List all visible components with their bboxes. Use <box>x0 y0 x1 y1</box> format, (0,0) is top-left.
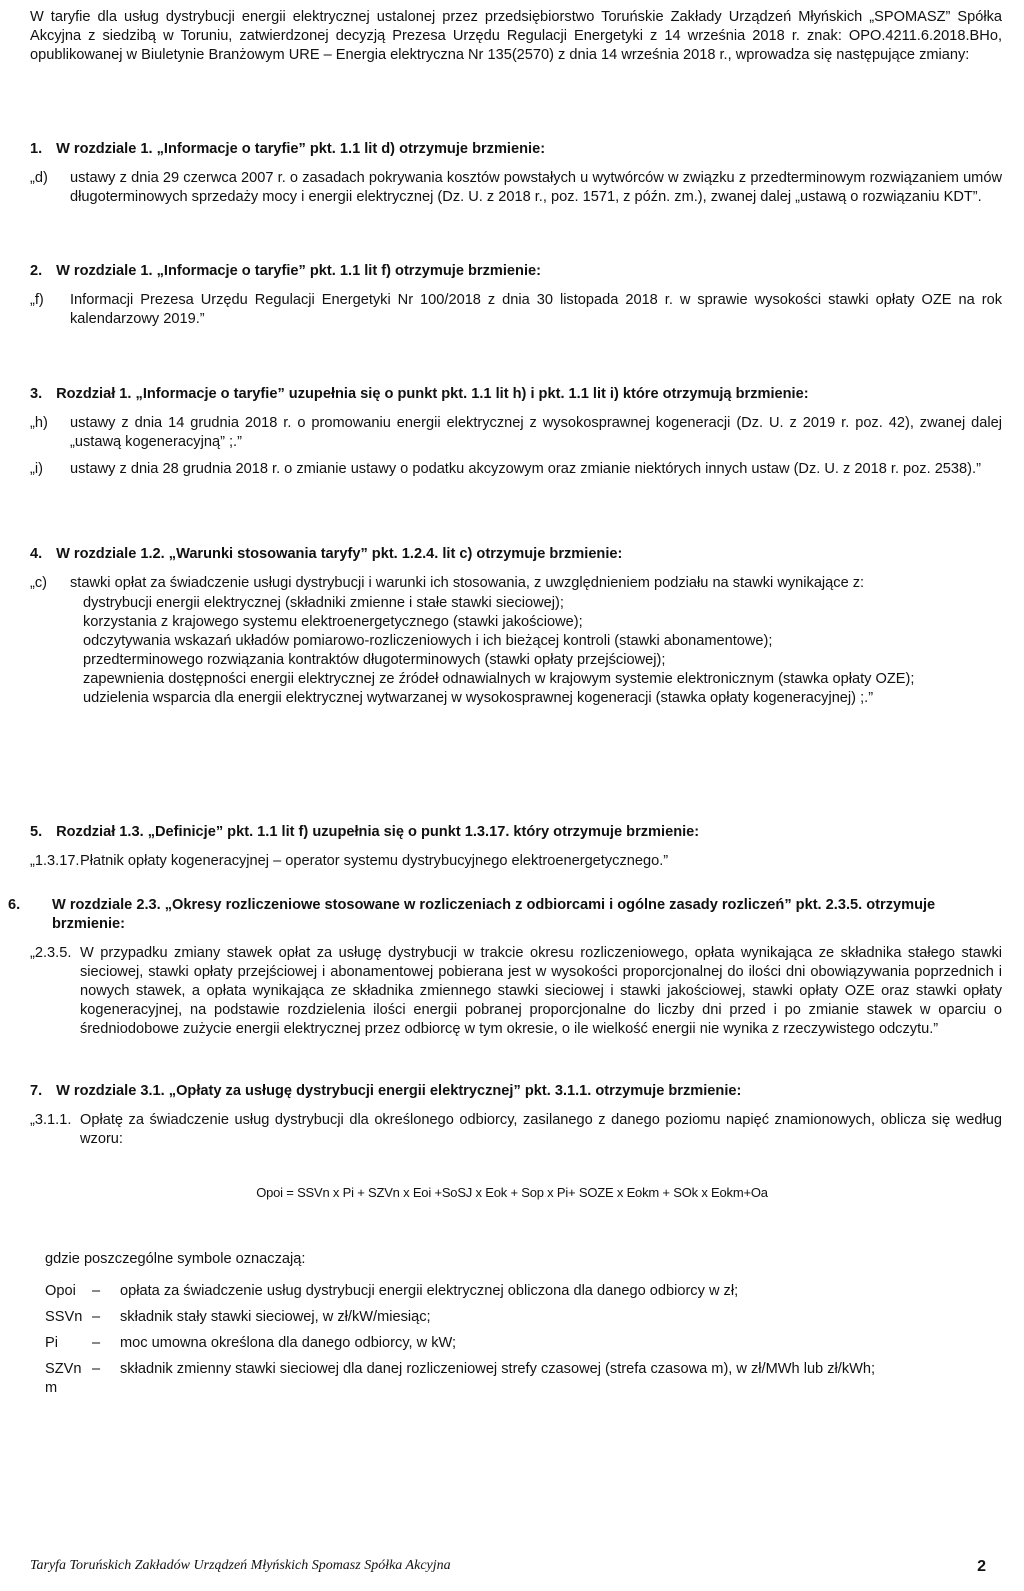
definition-desc: składnik zmienny stawki sieciowej dla danej rozliczeniowej strefy czasowej (strefa czasowa m), w zł/MWh lub zł/kWh; <box>120 1361 876 1377</box>
definition-symbol: SZVn m <box>45 1361 82 1396</box>
definition-dash: – <box>92 1309 101 1325</box>
item-6-heading: 6. W rozdziale 2.3. „Okresy rozliczeniowe stosowane w rozliczeniach z odbiorcami i ogólne zasady rozliczeń” pkt. 2.3.5. otrzymuje brzmienie: <box>8 897 936 932</box>
tariff-formula: Opoi = SSVn x Pi + SZVn x Eoi +SoSJ x Eok + Sop x Pi+ SOZE x Eokm + SOk x Eokm+Oa <box>256 1185 768 1200</box>
list-item: korzystania z krajowego systemu elektroenergetycznego (stawki jakościowe); <box>83 614 583 630</box>
item-7-heading: 7. W rozdziale 3.1. „Opłaty za usługę dystrybucji energii elektrycznej” pkt. 3.1.1. otrzymuje brzmienie: <box>30 1083 742 1099</box>
item-number: 4. <box>30 546 43 562</box>
item-text: ustawy z dnia 14 grudnia 2018 r. o promowaniu energii elektrycznej z wysokosprawnej kogeneracji (Dz. U. z 2019 r. poz. 42), zwanej dalej „ustawą kogeneracyjną” ;.” <box>70 415 1002 450</box>
page-footer: Taryfa Toruńskich Zakładów Urządzeń Młyńskich Spomasz Spółka Akcyjna <box>30 1558 451 1573</box>
definition-symbol: Pi <box>45 1335 58 1351</box>
item-5-heading: 5. Rozdział 1.3. „Definicje” pkt. 1.1 lit f) uzupełnia się o punkt 1.3.17. który otrzymuje brzmienie: <box>30 824 700 840</box>
item-2-heading: 2. W rozdziale 1. „Informacje o taryfie” pkt. 1.1 lit f) otrzymuje brzmienie: <box>30 263 541 279</box>
item-4-list <box>83 594 1001 708</box>
definition-desc: opłata za świadczenie usług dystrybucji energii elektrycznej obliczona dla danego odbiorcy w zł; <box>120 1283 739 1299</box>
item-label: „h) <box>30 415 48 431</box>
item-7-body <box>30 1111 1002 1149</box>
definition-row <box>45 1334 1005 1353</box>
item-3-body-i <box>30 460 1002 479</box>
definitions-list <box>45 1282 1005 1405</box>
item-text: stawki opłat za świadczenie usługi dystrybucji i warunki ich stosowania, z uwzględnieniem podziału na stawki wynikające z: <box>70 575 865 591</box>
item-5-body <box>30 852 1002 871</box>
item-label: „2.3.5. <box>30 945 72 961</box>
item-number: 3. <box>30 386 43 402</box>
intro-paragraph: W taryfie dla usług dystrybucji energii elektrycznej ustalonej przez przedsiębiorstwo Toruńskie Zakłady Urządzeń Młyńskich „SPOMASZ” Spółka Akcyjna z siedzibą w Toruniu, zatwierdzonej decyzją Prezesa Urzędu Regulacji Energetyki z 14 września 2018 r. znak: OPO.4211.6.2018.BHo, opublikowanej w Biuletynie Branżowym URE – Energia elektryczna Nr 135(2570) z dnia 14 września 2018 r., wprowadza się następujące zmiany: <box>30 9 1002 63</box>
list-item: zapewnienia dostępności energii elektrycznej ze źródeł odnawialnych w krajowym systemie elektronicznym (stawka opłaty OZE); <box>83 671 915 687</box>
definition-row <box>45 1360 1005 1398</box>
item-number: 1. <box>30 141 43 157</box>
definition-dash: – <box>92 1335 101 1351</box>
item-3-heading: 3. Rozdział 1. „Informacje o taryfie” uzupełnia się o punkt pkt. 1.1 lit h) i pkt. 1.1 lit i) które otrzymują brzmienie: <box>30 386 809 402</box>
item-4-body <box>30 574 1002 593</box>
definition-symbol: Opoi <box>45 1283 76 1299</box>
item-number: 7. <box>30 1083 43 1099</box>
list-item: dystrybucji energii elektrycznej (składniki zmienne i stałe stawki sieciowej); <box>83 595 564 611</box>
item-label: „3.1.1. <box>30 1112 72 1128</box>
item-text: ustawy z dnia 29 czerwca 2007 r. o zasadach pokrywania kosztów powstałych u wytwórców w związku z przedterminowym rozwiązaniem umów długoterminowych sprzedaży mocy i energii elektrycznej (Dz. U. z 2018 r., poz. 1571, z późn. zm.), zwanej dalej „ustawą o rozwiązaniu KDT”. <box>70 170 1002 205</box>
item-text: W przypadku zmiany stawek opłat za usługę dystrybucji w trakcie okresu rozliczeniowego, opłata wynikająca ze składnika stałego stawki sieciowej, stawki opłaty przejściowej i abonamentowej pobierana jest w wysokości proporcjonalnej do ilości dni obowiązywania poprzednich i nowych stawek, a opłata wynikająca ze składnika zmiennego stawki sieciowej i stawki jakościowej, stawki opłaty OZE oraz stawki opłaty kogeneracyjnej, na podstawie rozdzielenia ilości energii pobranej proporcjonalne do liczby dni przed i po zmianie stawek w oparciu o średniodobowe zużycie energii elektrycznej przez odbiorcę w tym okresie, o ile wielkość energii nie wynika z rzeczywistego odczytu.” <box>80 945 1002 1037</box>
definition-row <box>45 1282 1005 1301</box>
item-label: „1.3.17. <box>30 853 80 869</box>
list-item: odczytywania wskazań układów pomiarowo-rozliczeniowych i ich bieżącej kontroli (stawki abonamentowe); <box>83 633 773 649</box>
item-4-heading: 4. W rozdziale 1.2. „Warunki stosowania taryfy” pkt. 1.2.4. lit c) otrzymuje brzmienie: <box>30 546 623 562</box>
item-1-body <box>30 169 1002 207</box>
page-number: 2 <box>977 1558 986 1575</box>
item-1-heading: 1. W rozdziale 1. „Informacje o taryfie” pkt. 1.1 lit d) otrzymuje brzmienie: <box>30 141 546 157</box>
definition-desc: składnik stały stawki sieciowej, w zł/kW/miesiąc; <box>120 1309 431 1325</box>
item-number: 6. <box>8 897 21 913</box>
item-label: „i) <box>30 461 43 477</box>
item-number: 2. <box>30 263 43 279</box>
item-label: „d) <box>30 170 48 186</box>
definition-symbol: SSVn <box>45 1309 83 1325</box>
list-item: przedterminowego rozwiązania kontraktów długoterminowych (stawki opłaty przejściowej); <box>83 652 666 668</box>
definition-desc: moc umowna określona dla danego odbiorcy, w kW; <box>120 1335 457 1351</box>
item-6-body <box>30 944 1002 1039</box>
item-2-body <box>30 291 1002 329</box>
item-label: „f) <box>30 292 44 308</box>
definition-dash: – <box>92 1361 101 1377</box>
item-text: ustawy z dnia 28 grudnia 2018 r. o zmianie ustawy o podatku akcyzowym oraz zmianie niektórych innych ustaw (Dz. U. z 2018 r. poz. 2538).” <box>70 461 981 477</box>
where-label: gdzie poszczególne symbole oznaczają: <box>45 1251 306 1267</box>
list-item: udzielenia wsparcia dla energii elektrycznej wytwarzanej w wysokosprawnej kogeneracji (stawka opłaty kogeneracyjnej) ;.” <box>83 690 874 706</box>
item-text: Informacji Prezesa Urzędu Regulacji Energetyki Nr 100/2018 z dnia 30 listopada 2018 r. w sprawie wysokości stawki opłaty OZE na rok kalendarzowy 2019.” <box>70 292 1002 327</box>
item-text: Opłatę za świadczenie usług dystrybucji dla określonego odbiorcy, zasilanego z danego poziomu napięć znamionowych, oblicza się według wzoru: <box>80 1112 1002 1147</box>
item-3-body-h <box>30 414 1002 452</box>
item-number: 5. <box>30 824 43 840</box>
item-label: „c) <box>30 575 48 591</box>
item-text: Płatnik opłaty kogeneracyjnej – operator systemu dystrybucyjnego elektroenergetycznego.” <box>80 853 669 869</box>
definition-row <box>45 1308 1005 1327</box>
definition-dash: – <box>92 1283 101 1299</box>
